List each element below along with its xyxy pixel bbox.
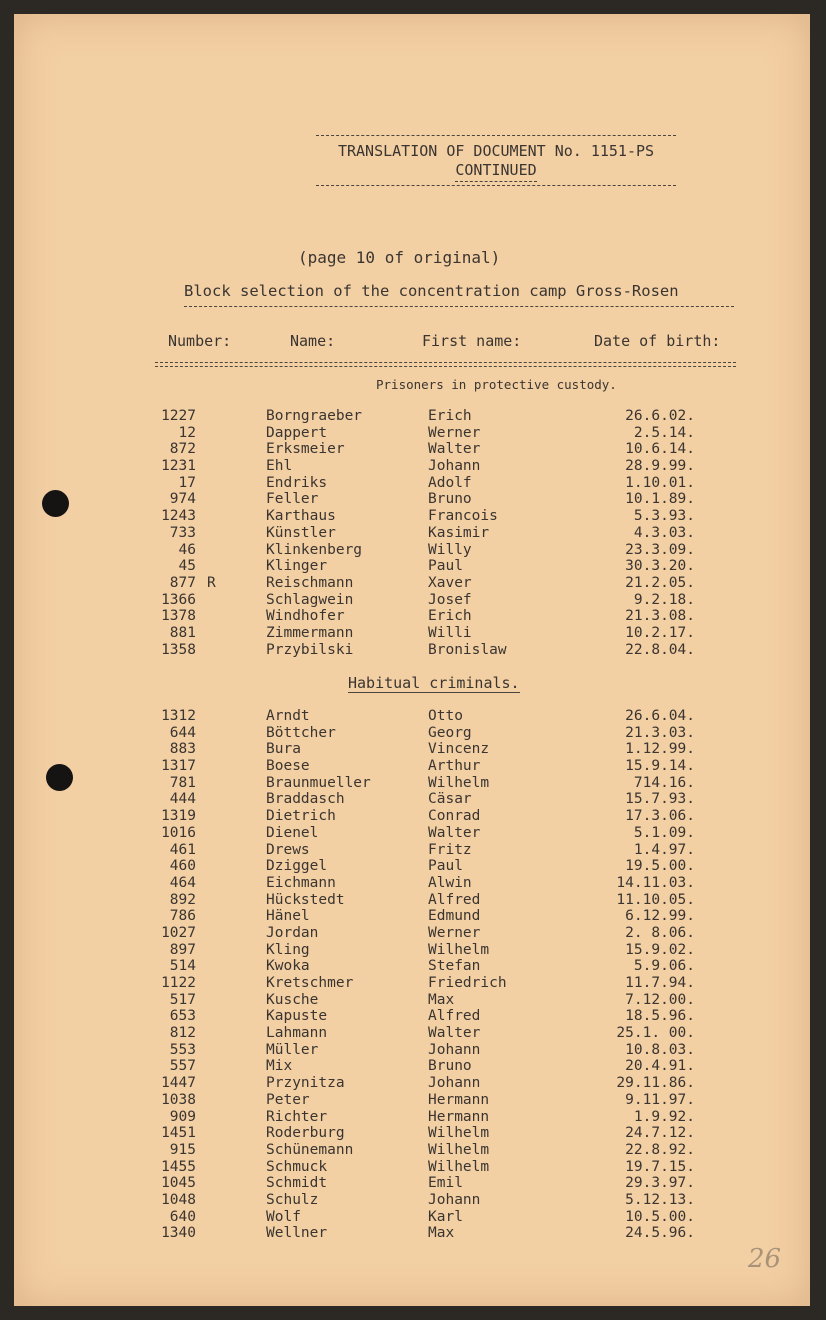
- table-row: [0, 1025, 796, 1042]
- prisoner-first-name: Alwin: [428, 874, 472, 891]
- prisoner-first-name: Arthur: [428, 758, 481, 775]
- prisoner-name: Jordan: [266, 924, 319, 941]
- prisoner-number: 46: [178, 541, 196, 558]
- table-row: [0, 725, 796, 742]
- prisoner-first-name: Paul: [428, 558, 463, 575]
- document-subtitle: Block selection of the concentration camp Gross-Rosen: [184, 282, 679, 300]
- prisoner-name: Windhofer: [266, 608, 345, 625]
- table-row: [0, 975, 796, 992]
- prisoner-first-name: Wilhelm: [428, 1158, 490, 1175]
- prisoner-number: 883: [169, 741, 196, 758]
- prisoner-date-of-birth: 23.3.09.: [625, 541, 695, 558]
- prisoner-number: 640: [169, 1208, 196, 1225]
- prisoner-first-name: Paul: [428, 858, 463, 875]
- table-row: [0, 741, 796, 758]
- table-row: [0, 842, 796, 859]
- prisoner-name: Przybilski: [266, 641, 354, 658]
- prisoner-number: 461: [169, 841, 196, 858]
- table-row: [0, 525, 796, 542]
- prisoner-first-name: Erich: [428, 408, 472, 424]
- prisoner-number: 444: [169, 791, 196, 808]
- prisoner-date-of-birth: 9.11.97.: [625, 1091, 695, 1108]
- table-row: [0, 875, 796, 892]
- prisoner-number: 1455: [161, 1158, 196, 1175]
- prisoner-first-name: Hermann: [428, 1091, 490, 1108]
- prisoner-number: 1340: [161, 1225, 196, 1242]
- table-row: [0, 408, 796, 425]
- prisoner-date-of-birth: 29.11.86.: [616, 1075, 695, 1092]
- table-row: [0, 1075, 796, 1092]
- prisoner-first-name: Conrad: [428, 808, 481, 825]
- prisoner-first-name: Alfred: [428, 891, 481, 908]
- prisoner-date-of-birth: 1.4.97.: [633, 841, 695, 858]
- prisoner-name: Peter: [266, 1091, 310, 1108]
- prisoner-name: Müller: [266, 1041, 319, 1058]
- prisoner-first-name: Cäsar: [428, 791, 472, 808]
- prisoner-date-of-birth: 22.8.92.: [625, 1141, 695, 1158]
- header-date-of-birth: Date of birth:: [594, 332, 721, 350]
- prisoner-first-name: Johann: [428, 1191, 481, 1208]
- table-row: [0, 791, 796, 808]
- prisoner-number: 45: [178, 558, 196, 575]
- prisoner-name: Kling: [266, 941, 310, 958]
- table-row: [0, 608, 796, 625]
- prisoner-date-of-birth: 7.12.00.: [625, 991, 695, 1008]
- prisoner-first-name: Bruno: [428, 491, 472, 508]
- prisoner-date-of-birth: 15.9.02.: [625, 941, 695, 958]
- prisoner-name: Schulz: [266, 1191, 319, 1208]
- prisoner-number: 1319: [161, 808, 196, 825]
- prisoner-name: Lahmann: [266, 1025, 328, 1042]
- table-row: [0, 625, 796, 642]
- prisoner-first-name: Francois: [428, 508, 498, 525]
- table-row: [0, 1225, 796, 1242]
- prisoner-first-name: Edmund: [428, 908, 481, 925]
- prisoner-first-name: Bruno: [428, 1058, 472, 1075]
- table-row: [0, 1092, 796, 1109]
- prisoner-number: 877: [169, 574, 196, 591]
- header-rule: [155, 362, 736, 363]
- table-row: [0, 1175, 796, 1192]
- prisoner-name: Eichmann: [266, 874, 336, 891]
- prisoner-date-of-birth: 11.7.94.: [625, 975, 695, 991]
- prisoner-number: 1231: [161, 458, 196, 475]
- prisoner-name: Schünemann: [266, 1141, 354, 1158]
- table-row: [0, 908, 796, 925]
- prisoner-number: 12: [178, 424, 196, 441]
- prisoner-number: 653: [169, 1008, 196, 1025]
- table-row: [0, 858, 796, 875]
- prisoner-number: 1378: [161, 608, 196, 625]
- document-title: [316, 135, 676, 186]
- table-row: [0, 491, 796, 508]
- prisoner-number: 514: [169, 958, 196, 975]
- prisoner-name: Drews: [266, 841, 310, 858]
- table-row: [0, 575, 796, 592]
- prisoner-date-of-birth: 21.3.08.: [625, 608, 695, 625]
- prisoner-first-name: Otto: [428, 708, 463, 724]
- prisoner-number: 733: [169, 524, 196, 541]
- prisoner-first-name: Adolf: [428, 474, 472, 491]
- table-row: [0, 1209, 796, 1226]
- prisoner-number: 1451: [161, 1125, 196, 1142]
- title-top-rule: [316, 135, 676, 136]
- prisoner-first-name: Alfred: [428, 1008, 481, 1025]
- prisoner-name: Feller: [266, 491, 319, 508]
- title-line-1: TRANSLATION OF DOCUMENT No. 1151-PS: [337, 142, 655, 160]
- prisoner-first-name: Wilhelm: [428, 941, 490, 958]
- table-row: [0, 1109, 796, 1126]
- header-number: Number:: [168, 332, 232, 350]
- prisoner-number: 1016: [161, 824, 196, 841]
- prisoner-first-name: Erich: [428, 608, 472, 625]
- prisoner-name: Dziggel: [266, 858, 328, 875]
- prisoner-number: 1227: [161, 408, 196, 424]
- prisoner-number: 553: [169, 1041, 196, 1058]
- table-row: [0, 1042, 796, 1059]
- prisoner-date-of-birth: 19.5.00.: [625, 858, 695, 875]
- prisoner-date-of-birth: 10.8.03.: [625, 1041, 695, 1058]
- prisoner-name: Künstler: [266, 524, 336, 541]
- prisoner-number: 781: [169, 774, 196, 791]
- prisoner-date-of-birth: 10.5.00.: [625, 1208, 695, 1225]
- prisoner-first-name: Walter: [428, 824, 481, 841]
- prisoner-number: 1027: [161, 924, 196, 941]
- prisoner-name: Kapuste: [266, 1008, 328, 1025]
- prisoner-date-of-birth: 4.3.03.: [633, 524, 695, 541]
- prisoner-first-name: Bronislaw: [428, 641, 507, 658]
- prisoner-first-name: Emil: [428, 1175, 463, 1192]
- prisoner-name: Zimmermann: [266, 624, 354, 641]
- prisoner-date-of-birth: 14.11.03.: [616, 874, 695, 891]
- prisoner-name: Erksmeier: [266, 441, 345, 458]
- prisoner-first-name: Kasimir: [428, 524, 490, 541]
- prisoner-number: 1366: [161, 591, 196, 608]
- prisoner-mark: R: [207, 574, 216, 591]
- prisoner-number: 644: [169, 724, 196, 741]
- prisoner-name: Bura: [266, 741, 301, 758]
- prisoner-date-of-birth: 30.3.20.: [625, 558, 695, 575]
- header-name: Name:: [290, 332, 336, 350]
- prisoner-date-of-birth: 1.10.01.: [625, 474, 695, 491]
- prisoner-name: Klinger: [266, 558, 328, 575]
- prisoner-name: Reischmann: [266, 574, 354, 591]
- prisoner-date-of-birth: 15.9.14.: [625, 758, 695, 775]
- prisoner-first-name: Max: [428, 1225, 455, 1242]
- prisoner-name: Kusche: [266, 991, 319, 1008]
- table-row: [0, 1142, 796, 1159]
- title-line-2: CONTINUED: [455, 161, 536, 182]
- table-row: [0, 425, 796, 442]
- prisoner-first-name: Georg: [428, 724, 472, 741]
- prisoner-number: 812: [169, 1025, 196, 1042]
- prisoner-first-name: Johann: [428, 1041, 481, 1058]
- prisoner-first-name: Willy: [428, 541, 472, 558]
- section-title-habitual: Habitual criminals.: [348, 674, 520, 692]
- prisoner-number: 1048: [161, 1191, 196, 1208]
- prisoner-name: Kretschmer: [266, 975, 354, 991]
- prisoner-date-of-birth: 21.3.03.: [625, 724, 695, 741]
- prisoner-first-name: Fritz: [428, 841, 472, 858]
- prisoner-number: 517: [169, 991, 196, 1008]
- table-row: [0, 558, 796, 575]
- prisoner-number: 1038: [161, 1091, 196, 1108]
- prisoner-date-of-birth: 11.10.05.: [616, 891, 695, 908]
- prisoner-first-name: Max: [428, 991, 455, 1008]
- prisoner-name: Hückstedt: [266, 891, 345, 908]
- prisoner-name: Braddasch: [266, 791, 345, 808]
- prisoner-name: Borngraeber: [266, 408, 363, 424]
- table-row: [0, 475, 796, 492]
- prisoner-date-of-birth: 18.5.96.: [625, 1008, 695, 1025]
- prisoner-name: Dappert: [266, 424, 328, 441]
- table-row: [0, 825, 796, 842]
- table-row: [0, 1125, 796, 1142]
- prisoner-first-name: Werner: [428, 924, 481, 941]
- prisoner-date-of-birth: 28.9.99.: [625, 458, 695, 475]
- prisoner-first-name: Johann: [428, 1075, 481, 1092]
- prisoner-number: 1447: [161, 1075, 196, 1092]
- prisoner-date-of-birth: 5.12.13.: [625, 1191, 695, 1208]
- title-bottom-rule: [316, 185, 676, 186]
- prisoner-number: 1358: [161, 641, 196, 658]
- prisoner-number: 464: [169, 874, 196, 891]
- habitual-criminals-list: [0, 708, 796, 1242]
- prisoner-name: Przynitza: [266, 1075, 345, 1092]
- prisoner-first-name: Karl: [428, 1208, 463, 1225]
- prisoner-date-of-birth: 5.3.93.: [633, 508, 695, 525]
- prisoner-date-of-birth: 10.1.89.: [625, 491, 695, 508]
- table-row: [0, 992, 796, 1009]
- prisoner-name: Dietrich: [266, 808, 336, 825]
- prisoner-first-name: Hermann: [428, 1108, 490, 1125]
- prisoner-number: 1122: [161, 975, 196, 991]
- table-row: [0, 592, 796, 609]
- prisoner-first-name: Stefan: [428, 958, 481, 975]
- table-row: [0, 1008, 796, 1025]
- table-row: [0, 808, 796, 825]
- table-row: [0, 508, 796, 525]
- table-row: [0, 1192, 796, 1209]
- page-reference: (page 10 of original): [298, 248, 501, 267]
- prisoner-name: Braunmueller: [266, 774, 371, 791]
- table-row: [0, 925, 796, 942]
- prisoner-name: Schlagwein: [266, 591, 354, 608]
- section-title-protective: Prisoners in protective custody.: [376, 377, 617, 392]
- prisoner-number: 892: [169, 891, 196, 908]
- prisoner-first-name: Willi: [428, 624, 472, 641]
- prisoner-date-of-birth: 24.5.96.: [625, 1225, 695, 1242]
- prisoner-number: 17: [178, 474, 196, 491]
- table-row: [0, 542, 796, 559]
- prisoner-date-of-birth: 1.12.99.: [625, 741, 695, 758]
- handwritten-page-number: 26: [748, 1244, 782, 1274]
- prisoner-number: 1317: [161, 758, 196, 775]
- prisoner-name: Wellner: [266, 1225, 328, 1242]
- prisoner-number: 786: [169, 908, 196, 925]
- prisoner-first-name: Johann: [428, 458, 481, 475]
- prisoner-date-of-birth: 24.7.12.: [625, 1125, 695, 1142]
- prisoner-name: Kwoka: [266, 958, 310, 975]
- prisoner-first-name: Wilhelm: [428, 774, 490, 791]
- prisoner-name: Ehl: [266, 458, 293, 475]
- prisoner-name: Hänel: [266, 908, 310, 925]
- prisoner-first-name: Friedrich: [428, 975, 507, 991]
- prisoner-date-of-birth: 2.5.14.: [633, 424, 695, 441]
- prisoner-name: Schmidt: [266, 1175, 328, 1192]
- table-row: [0, 758, 796, 775]
- prisoner-date-of-birth: 5.9.06.: [633, 958, 695, 975]
- prisoner-number: 460: [169, 858, 196, 875]
- prisoner-number: 909: [169, 1108, 196, 1125]
- prisoner-number: 872: [169, 441, 196, 458]
- table-row: [0, 775, 796, 792]
- table-row: [0, 942, 796, 959]
- prisoner-date-of-birth: 1.9.92.: [633, 1108, 695, 1125]
- prisoner-name: Schmuck: [266, 1158, 328, 1175]
- table-row: [0, 441, 796, 458]
- prisoner-date-of-birth: 6.12.99.: [625, 908, 695, 925]
- prisoner-name: Karthaus: [266, 508, 336, 525]
- prisoner-name: Richter: [266, 1108, 328, 1125]
- prisoner-name: Boese: [266, 758, 310, 775]
- prisoner-first-name: Wilhelm: [428, 1141, 490, 1158]
- prisoner-date-of-birth: 25.1. 00.: [616, 1025, 695, 1042]
- prisoner-number: 897: [169, 941, 196, 958]
- prisoner-name: Böttcher: [266, 724, 336, 741]
- prisoner-date-of-birth: 26.6.02.: [625, 408, 695, 424]
- prisoner-number: 881: [169, 624, 196, 641]
- prisoner-name: Wolf: [266, 1208, 301, 1225]
- prisoner-date-of-birth: 10.2.17.: [625, 624, 695, 641]
- table-row: [0, 892, 796, 909]
- prisoner-date-of-birth: 714.16.: [633, 774, 695, 791]
- prisoner-name: Endriks: [266, 474, 328, 491]
- prisoner-date-of-birth: 22.8.04.: [625, 641, 695, 658]
- prisoner-date-of-birth: 2. 8.06.: [625, 924, 695, 941]
- prisoner-number: 1243: [161, 508, 196, 525]
- table-row: [0, 958, 796, 975]
- prisoner-name: Roderburg: [266, 1125, 345, 1142]
- prisoner-first-name: Xaver: [428, 574, 472, 591]
- prisoner-number: 557: [169, 1058, 196, 1075]
- prisoner-name: Dienel: [266, 824, 319, 841]
- table-row: [0, 1058, 796, 1075]
- prisoner-number: 915: [169, 1141, 196, 1158]
- table-row: [0, 1159, 796, 1176]
- prisoner-number: 1045: [161, 1175, 196, 1192]
- prisoner-name: Mix: [266, 1058, 293, 1075]
- table-row: [0, 642, 796, 659]
- prisoner-name: Klinkenberg: [266, 541, 363, 558]
- protective-custody-list: [0, 408, 796, 658]
- prisoner-date-of-birth: 29.3.97.: [625, 1175, 695, 1192]
- prisoner-date-of-birth: 9.2.18.: [633, 591, 695, 608]
- prisoner-number: 974: [169, 491, 196, 508]
- header-first-name: First name:: [422, 332, 522, 350]
- prisoner-date-of-birth: 17.3.06.: [625, 808, 695, 825]
- table-row: [0, 708, 796, 725]
- prisoner-date-of-birth: 26.6.04.: [625, 708, 695, 724]
- prisoner-date-of-birth: 5.1.09.: [633, 824, 695, 841]
- prisoner-first-name: Walter: [428, 1025, 481, 1042]
- prisoner-date-of-birth: 10.6.14.: [625, 441, 695, 458]
- header-rule: [155, 366, 736, 367]
- prisoner-name: Arndt: [266, 708, 310, 724]
- table-row: [0, 458, 796, 475]
- prisoner-number: 1312: [161, 708, 196, 724]
- prisoner-date-of-birth: 15.7.93.: [625, 791, 695, 808]
- prisoner-date-of-birth: 21.2.05.: [625, 574, 695, 591]
- prisoner-date-of-birth: 19.7.15.: [625, 1158, 695, 1175]
- prisoner-date-of-birth: 20.4.91.: [625, 1058, 695, 1075]
- prisoner-first-name: Walter: [428, 441, 481, 458]
- prisoner-first-name: Werner: [428, 424, 481, 441]
- prisoner-first-name: Wilhelm: [428, 1125, 490, 1142]
- subtitle-rule: [184, 306, 734, 307]
- prisoner-first-name: Josef: [428, 591, 472, 608]
- prisoner-first-name: Vincenz: [428, 741, 490, 758]
